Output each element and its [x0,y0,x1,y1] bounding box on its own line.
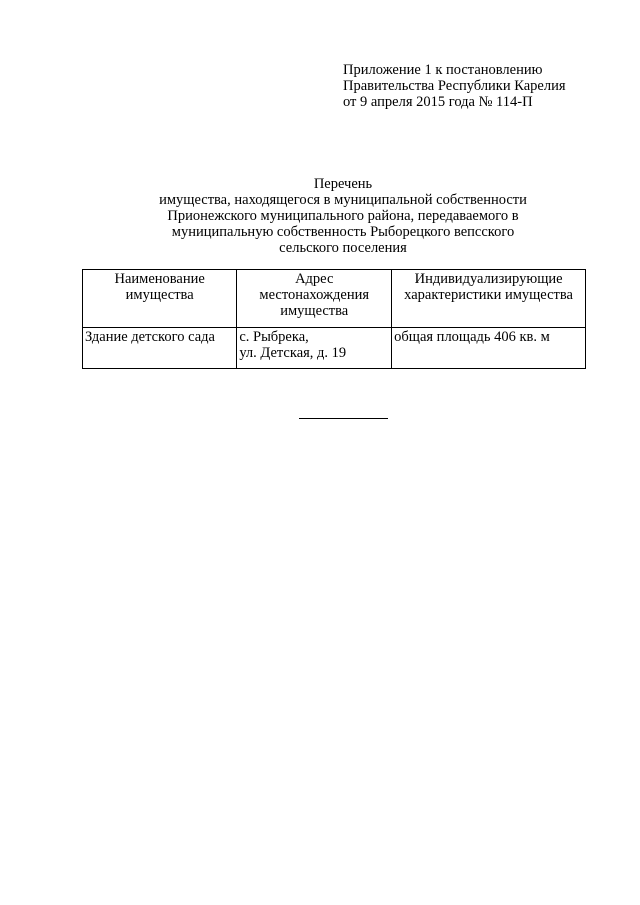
appendix-line: от 9 апреля 2015 года № 114-П [343,94,533,110]
header-address [237,270,392,328]
appendix-line: Приложение 1 к постановлению [343,62,543,78]
appendix-line: Правительства Республики Карелия [343,78,566,94]
cell-address-line: ул. Детская, д. 19 [239,345,347,361]
header-characteristics-line: Индивидуализирующие [414,271,563,287]
header-name [83,270,237,328]
header-address-line: местонахождения [259,287,370,303]
table-header-row [83,270,586,328]
cell-characteristics-line: общая площадь 406 кв. м [394,329,550,345]
header-address-line: Адрес [295,271,334,287]
document-title [100,176,586,256]
cell-name-line: Здание детского сада [85,329,215,345]
header-characteristics [392,270,586,328]
header-characteristics-line: характеристики имущества [404,287,573,303]
header-address-line: имущества [280,303,349,319]
closing-divider [299,418,388,419]
cell-characteristics [392,328,586,369]
property-table [82,269,586,369]
header-name-line: Наименование [114,271,205,287]
cell-address-line: с. Рыбрека, [239,329,309,345]
title-heading: Перечень [313,176,373,192]
title-line: имущества, находящегося в муниципальной собственности [159,192,527,208]
cell-address [237,328,392,369]
table-row [83,328,586,369]
title-line: Прионежского муниципального района, передаваемого в [167,208,519,224]
header-name-line: имущества [125,287,194,303]
title-line: сельского поселения [279,240,407,256]
title-line: муниципальную собственность Рыборецкого вепсского [171,224,515,240]
cell-name [83,328,237,369]
appendix-note [343,62,633,110]
